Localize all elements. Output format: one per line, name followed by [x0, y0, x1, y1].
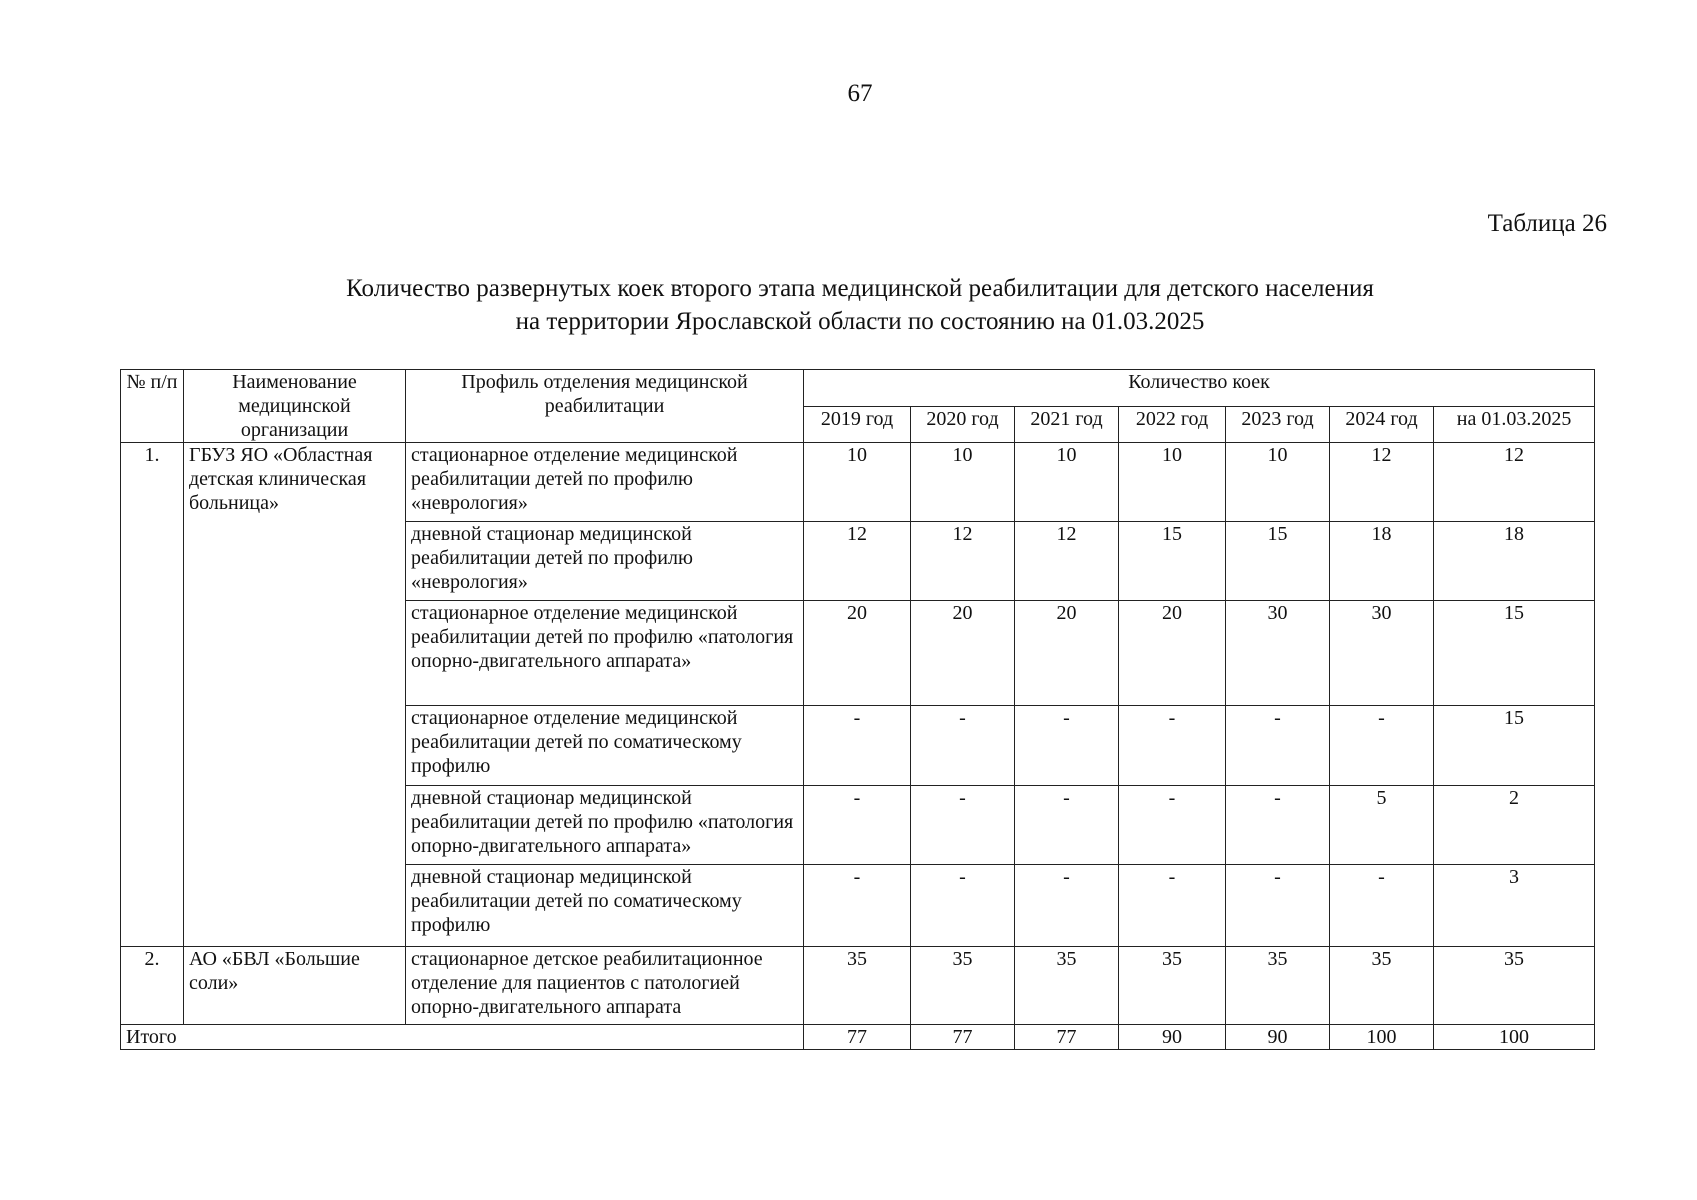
header-year: 2019 год — [804, 406, 911, 443]
header-year: 2022 год — [1119, 406, 1226, 443]
value-cell: - — [804, 786, 911, 865]
header-year: 2024 год — [1330, 406, 1434, 443]
total-row — [121, 1025, 1595, 1050]
value-cell: - — [804, 865, 911, 947]
total-value: 77 — [911, 1025, 1015, 1050]
value-cell: 12 — [1015, 522, 1119, 601]
value-cell: - — [804, 706, 911, 786]
value-cell: - — [1119, 865, 1226, 947]
header-profile: Профиль отделения медицинской реабилитации — [406, 370, 804, 443]
value-cell: 3 — [1434, 865, 1595, 947]
value-cell: 15 — [1119, 522, 1226, 601]
value-cell: 12 — [804, 522, 911, 601]
table-row — [121, 947, 1595, 1025]
beds-table — [120, 369, 1595, 1050]
value-cell: 35 — [1330, 947, 1434, 1025]
table-row — [121, 443, 1595, 522]
profile-cell: стационарное отделение медицинской реабилитации детей по соматическому профилю — [406, 706, 804, 786]
value-cell: 30 — [1226, 601, 1330, 706]
value-cell: 18 — [1434, 522, 1595, 601]
header-org: Наименование медицинской организации — [184, 370, 406, 443]
value-cell: 10 — [911, 443, 1015, 522]
total-value: 77 — [1015, 1025, 1119, 1050]
value-cell: - — [1330, 865, 1434, 947]
value-cell: 12 — [911, 522, 1015, 601]
page-number: 67 — [847, 80, 873, 107]
value-cell: - — [1226, 786, 1330, 865]
title-line-1: Количество развернутых коек второго этапа медицинской реабилитации для детского населения — [346, 275, 1374, 302]
value-cell: 35 — [911, 947, 1015, 1025]
profile-cell: дневной стационар медицинской реабилитации детей по соматическому профилю — [406, 865, 804, 947]
title-line-2: на территории Ярославской области по состоянию на 01.03.2025 — [515, 308, 1205, 335]
profile-cell: стационарное отделение медицинской реабилитации детей по профилю «неврология» — [406, 443, 804, 522]
total-value: 90 — [1226, 1025, 1330, 1050]
value-cell: 15 — [1434, 706, 1595, 786]
value-cell: - — [1015, 706, 1119, 786]
value-cell: 35 — [1434, 947, 1595, 1025]
value-cell: 35 — [1119, 947, 1226, 1025]
header-beds: Количество коек — [804, 370, 1595, 407]
org-name: ГБУЗ ЯО «Областная детская клиническая больница» — [184, 443, 406, 947]
profile-cell: стационарное отделение медицинской реабилитации детей по профилю «патология опорно-двигательного аппарата» — [406, 601, 804, 706]
total-value: 90 — [1119, 1025, 1226, 1050]
value-cell: 20 — [804, 601, 911, 706]
value-cell: - — [911, 706, 1015, 786]
profile-cell: стационарное детское реабилитационное отделение для пациентов с патологией опорно-двигательного аппарата — [406, 947, 804, 1025]
value-cell: 35 — [1015, 947, 1119, 1025]
value-cell: - — [1330, 706, 1434, 786]
total-label: Итого — [121, 1025, 804, 1050]
row-number: 1. — [121, 443, 184, 947]
header-row-1 — [121, 370, 1595, 407]
value-cell: 10 — [1119, 443, 1226, 522]
value-cell: - — [911, 786, 1015, 865]
total-value: 77 — [804, 1025, 911, 1050]
value-cell: 10 — [1226, 443, 1330, 522]
profile-cell: дневной стационар медицинской реабилитации детей по профилю «неврология» — [406, 522, 804, 601]
header-year: 2021 год — [1015, 406, 1119, 443]
value-cell: 12 — [1434, 443, 1595, 522]
value-cell: 12 — [1330, 443, 1434, 522]
row-number: 2. — [121, 947, 184, 1025]
value-cell: 20 — [911, 601, 1015, 706]
value-cell: 15 — [1434, 601, 1595, 706]
header-year: 2023 год — [1226, 406, 1330, 443]
org-name: АО «БВЛ «Большие соли» — [184, 947, 406, 1025]
value-cell: 35 — [804, 947, 911, 1025]
value-cell: - — [1119, 706, 1226, 786]
table-label: Таблица 26 — [1487, 210, 1607, 237]
profile-cell: дневной стационар медицинской реабилитации детей по профилю «патология опорно-двигательного аппарата» — [406, 786, 804, 865]
header-year: на 01.03.2025 — [1434, 406, 1595, 443]
value-cell: 5 — [1330, 786, 1434, 865]
total-value: 100 — [1434, 1025, 1595, 1050]
value-cell: - — [1015, 865, 1119, 947]
value-cell: 2 — [1434, 786, 1595, 865]
value-cell: - — [1226, 706, 1330, 786]
value-cell: 18 — [1330, 522, 1434, 601]
value-cell: - — [1119, 786, 1226, 865]
value-cell: 35 — [1226, 947, 1330, 1025]
value-cell: - — [1226, 865, 1330, 947]
header-num: № п/п — [121, 370, 184, 443]
value-cell: 10 — [804, 443, 911, 522]
value-cell: 10 — [1015, 443, 1119, 522]
total-value: 100 — [1330, 1025, 1434, 1050]
value-cell: 30 — [1330, 601, 1434, 706]
value-cell: - — [1015, 786, 1119, 865]
value-cell: 20 — [1119, 601, 1226, 706]
table-title — [0, 272, 1697, 338]
value-cell: 15 — [1226, 522, 1330, 601]
value-cell: - — [911, 865, 1015, 947]
header-year: 2020 год — [911, 406, 1015, 443]
value-cell: 20 — [1015, 601, 1119, 706]
